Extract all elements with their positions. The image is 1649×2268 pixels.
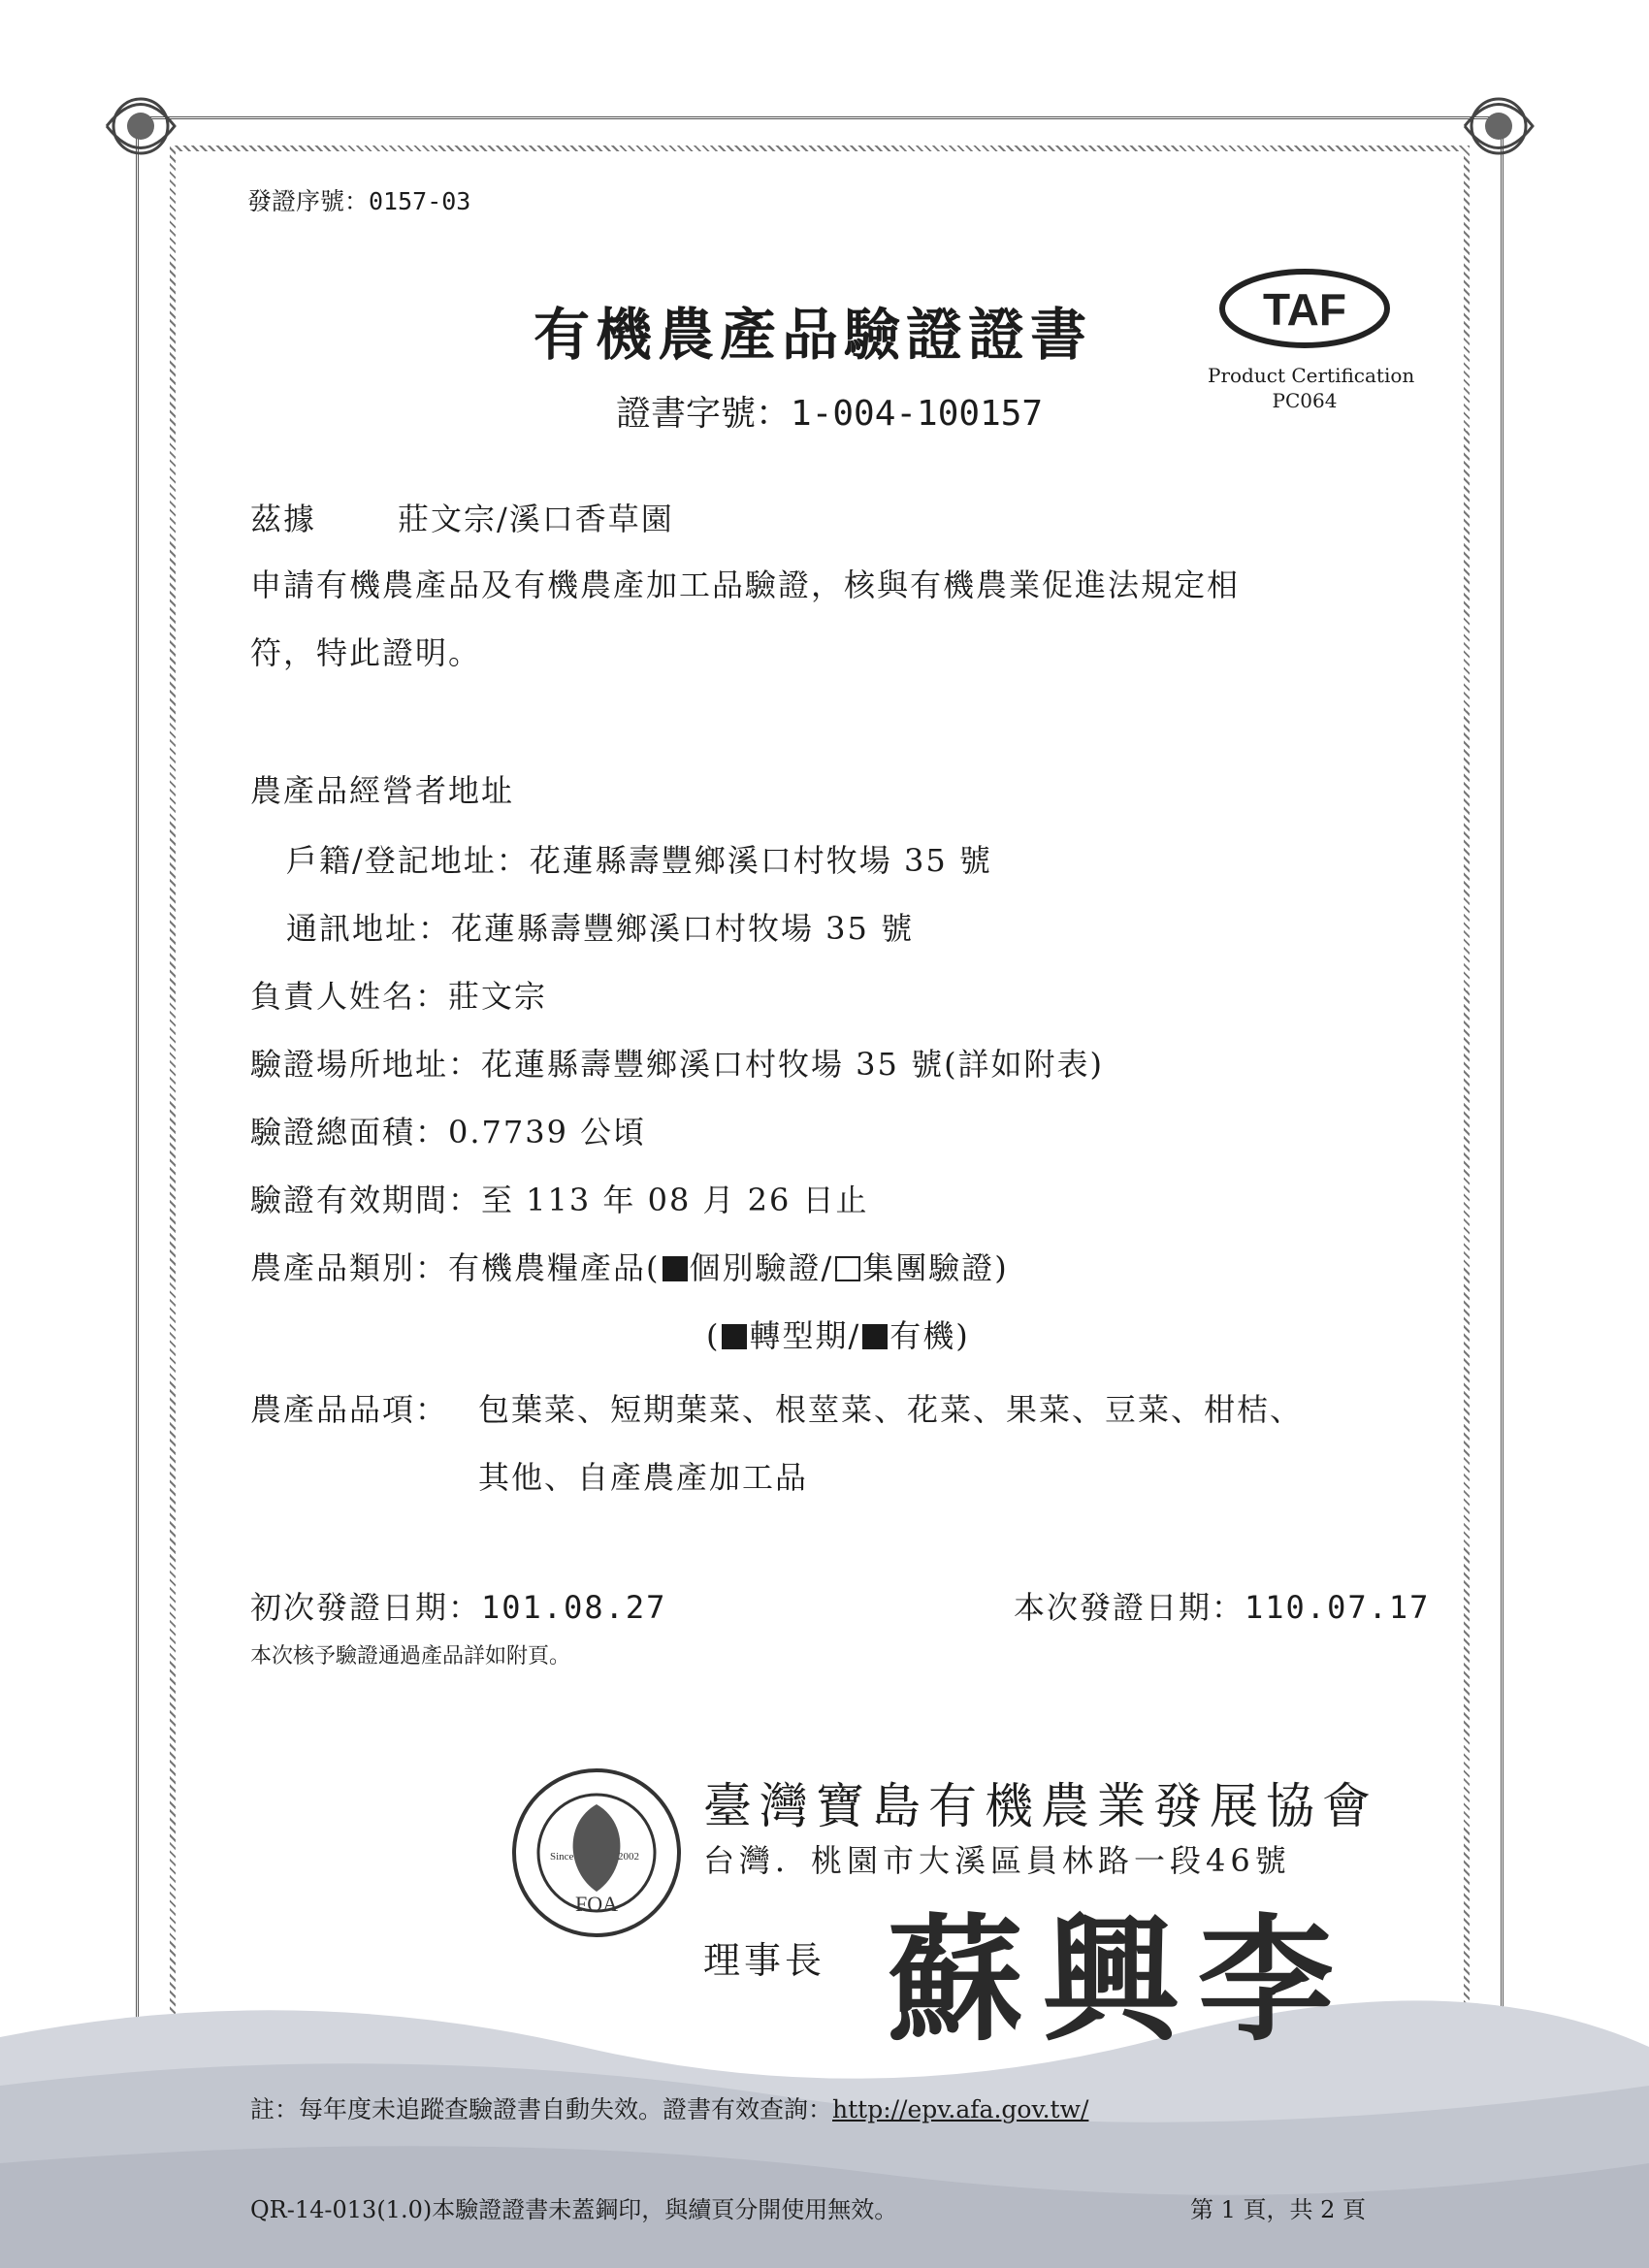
grantee-name: 莊文宗/溪口香草園 [398,501,674,537]
chairman-signature [878,1892,1421,2057]
product-category-row [250,1244,1009,1288]
statement-line-1: 申請有機農產品及有機農產加工品驗證，核與有機農業促進法規定相 [250,567,1241,603]
group-certification-checkbox [835,1256,860,1281]
transition-period-label: 轉型期/ [749,1317,861,1354]
current-issue-date: 本次發證日期：110.07.17 [1014,1589,1431,1626]
certificate-number: 證書字號：1-004-100157 [616,394,1044,434]
validity-period: 驗證有效期間：至 113 年 08 月 26 日止 [250,1182,869,1218]
product-items-label: 農產品品項： [250,1391,449,1428]
product-category-prefix: 農產品類別：有機農糧產品( [250,1249,661,1286]
taf-caption-product-certification: Product Certification [1208,364,1415,387]
group-certification-label: 集團驗證) [862,1249,1009,1286]
taf-accreditation-block [1208,260,1415,412]
taf-caption-code: PC064 [1272,389,1338,412]
certified-site-address: 驗證場所地址：花蓮縣壽豐鄉溪口村牧場 35 號(詳如附表) [250,1046,1105,1083]
seal-year-text: 2002 [618,1851,639,1863]
signature-text: 蘇興李 [888,1901,1354,2057]
taf-logo-text: TAF [1262,284,1347,335]
validity-note-text: 註：每年度未追蹤查驗證書自動失效。證書有效查詢： [250,2095,833,2123]
individual-certification-checkbox [663,1256,688,1281]
product-items-line-2: 其他、自產農產加工品 [478,1459,809,1496]
person-in-charge: 負責人姓名：莊文宗 [250,978,548,1015]
issue-serial-number: 發證序號：0157-03 [247,187,471,215]
address-heading: 農產品經營者地址 [250,772,515,809]
ornament-corner-top-left [97,82,184,170]
product-items-line-1: 包葉菜、短期葉菜、根莖菜、花菜、果菜、豆菜、柑桔、 [478,1391,1304,1428]
organic-checkbox [862,1324,888,1349]
ornament-corner-top-right [1455,82,1542,170]
validity-query-note [250,2090,1088,2125]
certified-total-area: 驗證總面積：0.7739 公頃 [250,1114,647,1150]
page-indicator: 第 1 頁，共 2 頁 [1190,2196,1367,2223]
verification-url-link[interactable]: http://epv.afa.gov.tw/ [832,2095,1089,2123]
transition-period-checkbox [722,1324,747,1349]
individual-certification-label: 個別驗證/ [689,1249,834,1286]
household-address: 戶籍/登記地址：花蓮縣壽豐鄉溪口村牧場 35 號 [286,842,992,879]
stage-open-paren: ( [706,1317,721,1354]
issuing-association-address: 台灣．桃園市大溪區員林路一段46號 [703,1842,1291,1879]
foa-seal-icon [509,1766,684,1940]
organic-label: 有機) [889,1317,970,1354]
form-code: QR-14-013(1.0)本驗證證書未蓋鋼印，與續頁分開使用無效。 [250,2196,898,2223]
first-issue-date: 初次發證日期：101.08.27 [250,1589,667,1626]
production-stage-row [706,1312,970,1356]
certificate-title: 有機農產品驗證證書 [534,302,1093,368]
chairman-label: 理事長 [703,1939,826,1982]
seal-abbr-text: FOA [574,1892,619,1916]
taf-logo-icon [1208,260,1402,357]
mailing-address: 通訊地址：花蓮縣壽豐鄉溪口村牧場 35 號 [286,910,915,947]
attachment-note: 本次核予驗證通過產品詳如附頁。 [250,1644,571,1669]
issuing-association-name: 臺灣寶島有機農業發展協會 [703,1778,1378,1834]
seal-since-text: Since [550,1851,574,1863]
statement-line-2: 符，特此證明。 [250,634,482,671]
grantee-label: 茲據 [250,501,317,537]
